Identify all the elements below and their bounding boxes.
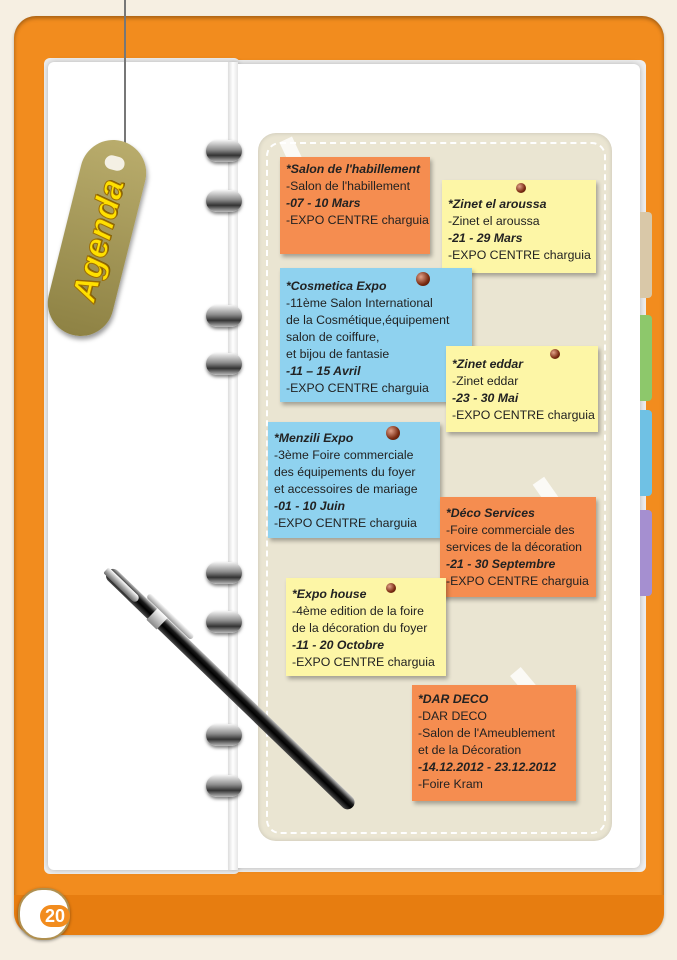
event-venue: -EXPO CENTRE charguia xyxy=(446,574,589,588)
event-venue: -EXPO CENTRE charguia xyxy=(286,381,429,395)
event-dates: -21 - 30 Septembre xyxy=(446,557,556,571)
event-line: et de la Décoration xyxy=(418,743,522,757)
event-line: et accessoires de mariage xyxy=(274,482,418,496)
tag-string xyxy=(124,0,126,148)
event-title: *Menzili Expo xyxy=(274,431,354,445)
event-line: services de la décoration xyxy=(446,540,583,554)
pushpin-icon xyxy=(516,183,526,193)
event-dates: -07 - 10 Mars xyxy=(286,196,361,210)
event-note xyxy=(442,180,596,273)
page-number: 20 xyxy=(40,905,70,927)
event-venue: -EXPO CENTRE charguia xyxy=(448,248,591,262)
binder-ring-icon xyxy=(206,611,242,633)
event-line: -Foire commerciale des xyxy=(446,523,575,537)
event-line: de la Cosmétique,équipement xyxy=(286,313,450,327)
event-title: *Zinet eddar xyxy=(452,357,524,371)
event-line: -DAR DECO xyxy=(418,709,488,723)
pushpin-icon xyxy=(416,272,430,286)
binder-ring-icon xyxy=(206,562,242,584)
event-note xyxy=(280,268,472,402)
binder-ring-icon xyxy=(206,724,242,746)
event-venue: -EXPO CENTRE charguia xyxy=(286,213,429,227)
pushpin-icon xyxy=(386,426,400,440)
event-venue: -EXPO CENTRE charguia xyxy=(452,408,595,422)
page-tab-purple xyxy=(640,510,652,596)
event-dates: -11 - 20 Octobre xyxy=(292,638,385,652)
event-note xyxy=(412,685,576,801)
binder-ring-icon xyxy=(206,305,242,327)
event-note xyxy=(446,346,598,432)
event-line: -11ème Salon International xyxy=(286,296,433,310)
page-tab-blue xyxy=(640,410,652,496)
event-line: -3ème Foire commerciale xyxy=(274,448,414,462)
event-note xyxy=(280,157,430,254)
event-venue: -EXPO CENTRE charguia xyxy=(292,655,435,669)
page-tab-green xyxy=(640,315,652,401)
event-venue: -Foire Kram xyxy=(418,777,483,791)
event-line: -Zinet el aroussa xyxy=(448,214,540,228)
event-line: des équipements du foyer xyxy=(274,465,416,479)
binder-ring-icon xyxy=(206,775,242,797)
pushpin-icon xyxy=(386,583,396,593)
event-title: *Salon de l'habillement xyxy=(286,162,421,176)
event-note xyxy=(286,578,446,676)
event-line: -4ème edition de la foire xyxy=(292,604,424,618)
event-dates: -23 - 30 Mai xyxy=(452,391,519,405)
event-line: -Salon de l'Ameublement xyxy=(418,726,556,740)
event-title: *Déco Services xyxy=(446,506,535,520)
agenda-tag-label: Agenda xyxy=(64,175,132,306)
event-line: -Zinet eddar xyxy=(452,374,519,388)
event-dates: -01 - 10 Juin xyxy=(274,499,346,513)
event-dates: -11 – 15 Avril xyxy=(286,364,361,378)
event-line: de la décoration du foyer xyxy=(292,621,428,635)
notebook-spine xyxy=(228,62,238,870)
page-tab-beige xyxy=(640,212,652,298)
event-note xyxy=(440,497,596,597)
event-venue: -EXPO CENTRE charguia xyxy=(274,516,417,530)
event-title: *Expo house xyxy=(292,587,367,601)
event-title: *Cosmetica Expo xyxy=(286,279,387,293)
event-line: salon de coiffure, xyxy=(286,330,380,344)
frame-bottom-strip xyxy=(14,895,664,935)
binder-ring-icon xyxy=(206,353,242,375)
event-dates: -21 - 29 Mars xyxy=(448,231,523,245)
event-title: *Zinet el aroussa xyxy=(448,197,547,211)
event-line: -Salon de l'habillement xyxy=(286,179,411,193)
binder-ring-icon xyxy=(206,190,242,212)
event-dates: -14.12.2012 - 23.12.2012 xyxy=(418,760,557,774)
event-title: *DAR DECO xyxy=(418,692,489,706)
event-note xyxy=(268,422,440,538)
pushpin-icon xyxy=(550,349,560,359)
binder-ring-icon xyxy=(206,140,242,162)
event-line: et bijou de fantasie xyxy=(286,347,390,361)
